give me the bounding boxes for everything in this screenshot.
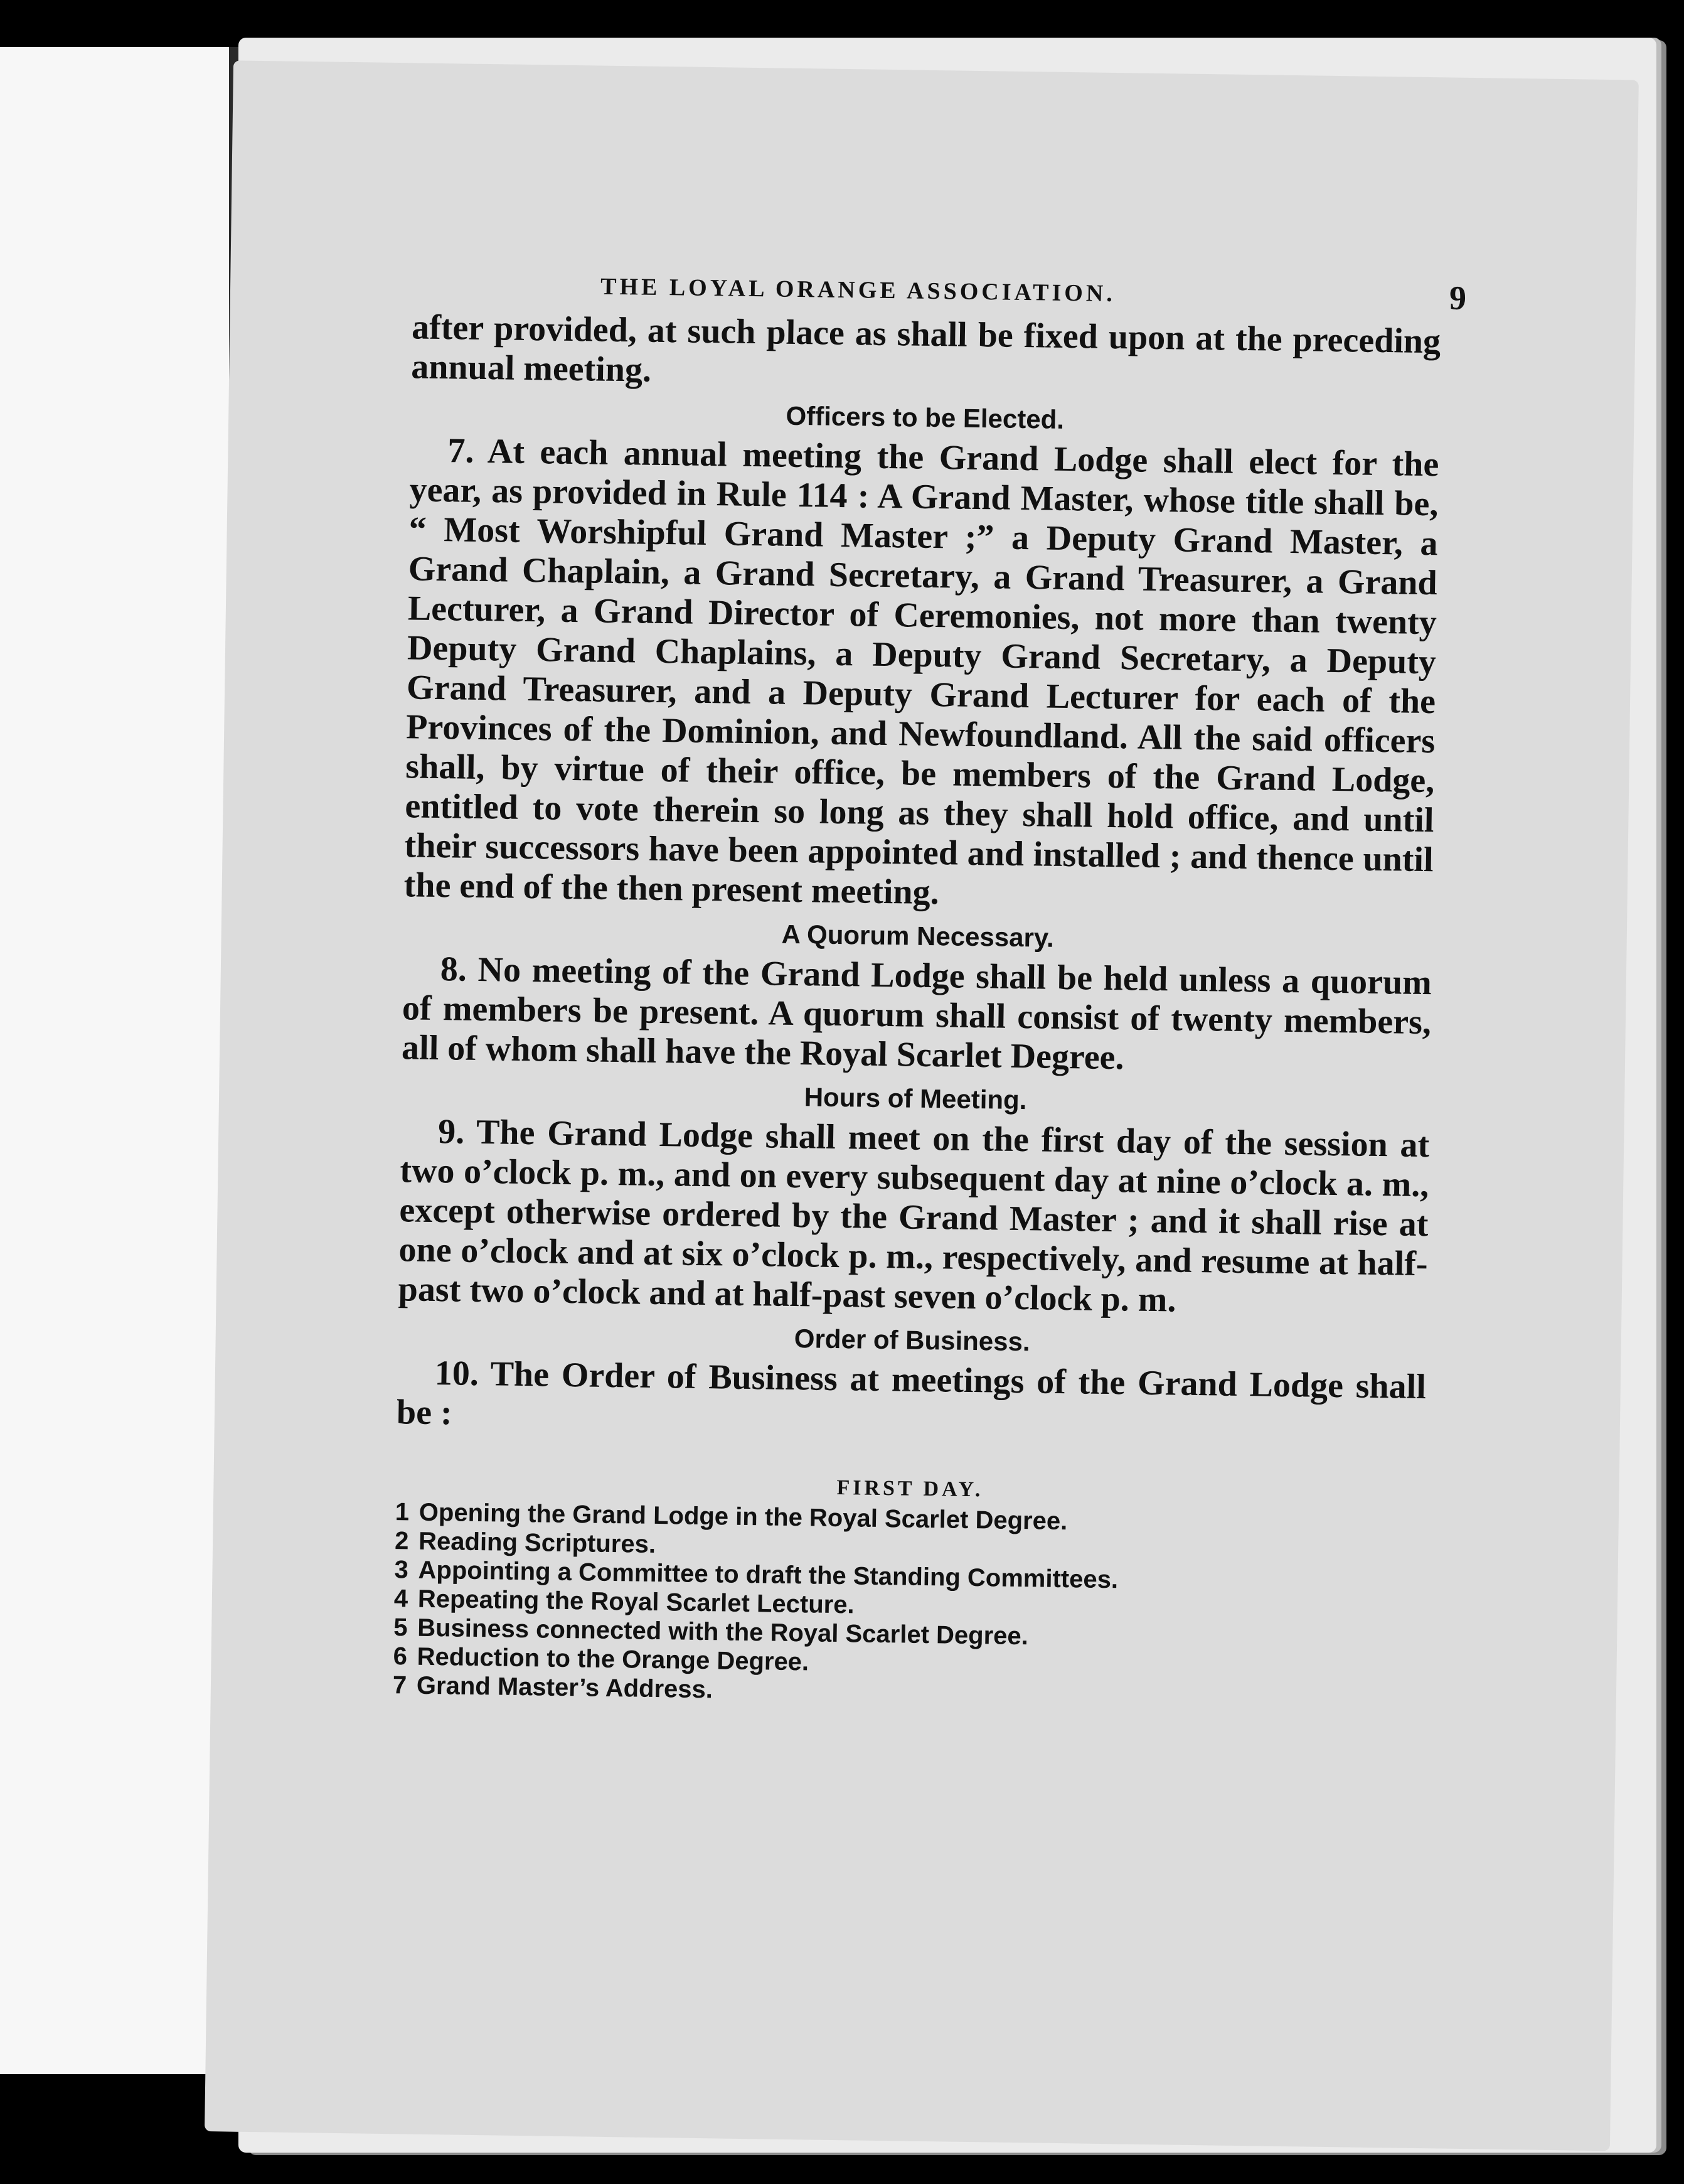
first-day-heading: FIRST DAY. [836,1476,984,1502]
list-item-text: Repeating the Royal Scarlet Lecture. [417,1585,855,1619]
opening-paragraph: after provided, at such place as shall be fixed upon at the preceding annual meeting. [410,308,1441,390]
running-head-title: THE LOYAL ORANGE ASSOCIATION. [600,273,1116,308]
list-item-number: 5 [393,1614,408,1642]
book-page [205,60,1639,2151]
first-day-list [393,1497,1424,1714]
list-item-number: 4 [393,1585,408,1613]
page-number: 9 [1449,279,1467,317]
section-paragraph-quorum: 8. No meeting of the Grand Lodge shall be held unless a quorum of members be present. A quorum shall consist of twenty members, all of whom shall have the Royal Scarlet Degree. [401,950,1432,1078]
section-paragraph-order: 10. The Order of Business at meetings of the Grand Lodge shall be : [396,1354,1427,1433]
list-item-number: 2 [394,1527,409,1555]
list-item-text: Grand Master’s Address. [416,1671,713,1704]
list-item-text: Business connected with the Royal Scarlet Degree. [417,1614,1029,1651]
section-heading-quorum: A Quorum Necessary. [781,919,1055,953]
section-heading-officers: Officers to be Elected. [786,400,1065,434]
list-item-text: Opening the Grand Lodge in the Royal Scarlet Degree. [418,1498,1068,1536]
section-paragraph-officers: 7. At each annual meeting the Grand Lodge shall elect for the year, as provided in Rule 114 : A Grand Master, whose title shall be, “ Most Worshipful Grand Master ;” a Deputy Grand Master, a Grand Chaplain, a Grand Secretary, a Grand Treasurer, a Grand Lecturer, a Grand Director of Ceremonies, not more than twenty Deputy Grand Chaplains, a Deputy Grand Secretary, a Deputy Grand Treasurer, and a Deputy Grand Lecturer for each of the Provinces of the Dominion, and Newfoundland. All the said officers shall, by virtue of their office, be members of the Grand Lodge, entitled to vote therein so long as they shall hold office, and until their successors have been appointed and installed ; and thence until the end of the then present meeting. [403,431,1439,913]
list-item-number: 3 [394,1556,409,1584]
list-item-text: Appointing a Committee to draft the Standing Committees. [418,1556,1119,1594]
list-item-text: Reduction to the Orange Degree. [417,1642,809,1676]
list-item-number: 1 [395,1498,410,1526]
page-text [392,251,1467,1714]
list-item-text: Reading Scriptures. [418,1527,656,1558]
list-item-number: 7 [392,1671,407,1700]
left-page-blank [0,47,233,2074]
list-item-number: 6 [393,1642,408,1671]
section-paragraph-hours: 9. The Grand Lodge shall meet on the first day of the session at two o’clock p. m., and on every subsequent day at nine o’clock a. m., except otherwise ordered by the Grand Master ; and it shall rise at one o’clock and at six o’clock p. m., respectively, and resume at half-past two o’clock and at half-past seven o’clock p. m. [398,1112,1430,1320]
section-heading-hours: Hours of Meeting. [804,1082,1027,1115]
section-heading-order: Order of Business. [794,1324,1030,1357]
